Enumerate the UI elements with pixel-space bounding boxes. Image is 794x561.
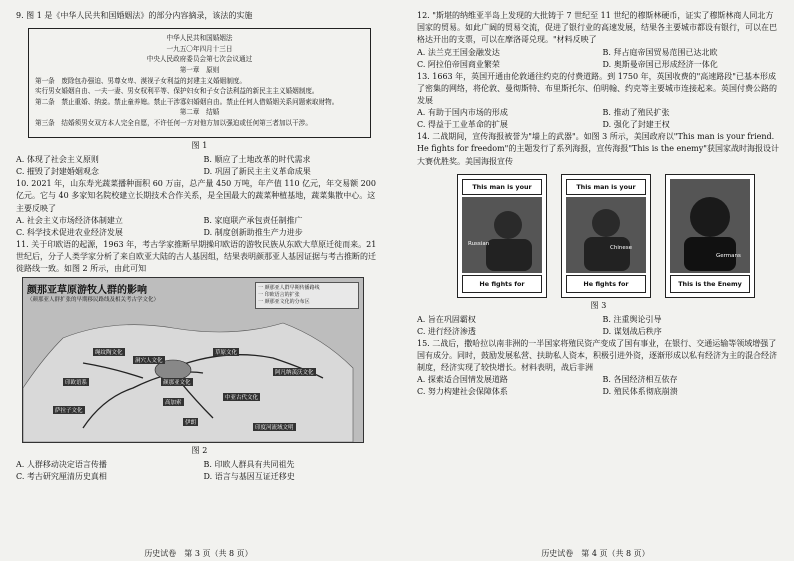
- map-label: 洞穴人文化: [135, 358, 163, 365]
- law-chapter-1: 第一章 原则: [179, 65, 220, 74]
- migration-map: [22, 277, 364, 443]
- question-14: 14. 二战期间，宣传海报被誉为"墙上的武器"。如图 3 所示，美国政府以"This man is your friend. He fights for freedom"的主题发行了系列海报，宣传海报"This is the enemy"获国家战时海报设计大赛优胜奖。美国海报宣传: [417, 132, 779, 166]
- poster-tag: Chinese: [610, 244, 632, 251]
- poster-top-text: This man is your: [566, 179, 646, 195]
- q9-options: [16, 154, 383, 178]
- q9-option-a[interactable]: A. 体现了社会主义原则: [16, 155, 99, 165]
- question-13: 13. 1663 年，英国开通由伦敦通往约克的付费道路。到 1750 年，英国收费的"高速路段"已基本形成了密集的网络，将伦敦、曼彻斯特、布里斯托尔、伯明翰、约克等主要城市连接起来。英国付费公路的发展: [417, 71, 777, 106]
- q13-option-c[interactable]: C. 得益于工业革命的扩展: [417, 120, 508, 130]
- q12-option-c[interactable]: C. 阿拉伯帝国商业繁荣: [417, 59, 500, 69]
- map-legend: [255, 282, 359, 309]
- q9-option-c[interactable]: C. 摧毁了封建婚姻观念: [16, 167, 99, 177]
- map-label: 高加索: [165, 400, 182, 407]
- law-article-1b: 实行男女婚姻自由、一夫一妻、男女权利平等、保护妇女和子女合法利益的新民主主义婚姻制度。: [35, 87, 319, 96]
- poster-tag: Russian: [468, 240, 490, 247]
- map-label: 颜那亚文化: [163, 380, 191, 387]
- map-subtitle: （颜那亚人群扩张的早期移民路线及相关考古学文化）: [27, 297, 160, 304]
- q11-option-c[interactable]: C. 考古研究厘清历史真相: [16, 472, 107, 482]
- law-date: 一九五〇年四月十三日: [166, 44, 233, 53]
- legend-item-2: 一 印欧语言的扩张: [258, 292, 300, 299]
- page-footer: 历史试卷 第 3 页（共 8 页）: [144, 549, 253, 558]
- page-4: [397, 0, 794, 561]
- poster-bottom-text: He fights for: [566, 275, 646, 293]
- q9-option-d[interactable]: D. 巩固了新民主主义革命成果: [203, 167, 311, 177]
- map-label: 印欧语系: [65, 380, 88, 387]
- map-label: 中亚古代文化: [225, 395, 259, 402]
- q12-options: [417, 47, 780, 71]
- map-title: 颜那亚草原游牧人群的影响: [27, 285, 147, 297]
- question-9: 9. 图 1 是《中华人民共和国婚姻法》的部分内容摘录，该法的实施: [16, 11, 253, 20]
- poster-top-text: This man is your: [462, 179, 542, 195]
- figure-3-caption: 图 3: [590, 300, 607, 310]
- poster-bottom-text: He fights for: [462, 275, 542, 293]
- q15-option-b[interactable]: B. 各国经济相互依存: [602, 375, 678, 385]
- q14-options: [417, 314, 780, 338]
- law-title: 中华人民共和国婚姻法: [166, 34, 233, 43]
- legend-item-1: 一 颜那亚人群早期传播路线: [258, 285, 320, 292]
- q10-options: [16, 215, 383, 239]
- q14-option-c[interactable]: C. 进行经济渗透: [417, 326, 476, 336]
- q13-option-d[interactable]: D. 强化了封建王权: [602, 120, 670, 130]
- q15-options: [417, 374, 780, 398]
- law-excerpt-box: [28, 28, 371, 138]
- law-article-3: 第三条 结婚须男女双方本人完全自愿，不许任何一方对他方加以强迫或任何第三者加以干涉。: [35, 118, 312, 127]
- map-label: 萨拉子文化: [55, 408, 83, 415]
- q10-option-b[interactable]: B. 家庭联产承包责任制推广: [203, 215, 303, 225]
- law-passed: 中央人民政府委员会第七次会议通过: [146, 55, 253, 64]
- q12-option-b[interactable]: B. 拜占庭帝国贸易范围已达北欧: [602, 47, 718, 57]
- poster-image: [566, 197, 646, 273]
- poster-image: [670, 179, 750, 273]
- law-chapter-2: 第二章 结婚: [179, 108, 220, 117]
- q9-option-b[interactable]: B. 顺应了土地改革的时代需求: [203, 155, 311, 165]
- q14-option-d[interactable]: D. 谋划战后秩序: [602, 326, 662, 336]
- poster-image: [462, 197, 542, 273]
- map-label: 绳纹陶文化: [95, 350, 123, 357]
- q11-options: [16, 459, 383, 483]
- q15-option-c[interactable]: C. 努力构建社会保障体系: [417, 387, 508, 397]
- q11-option-b[interactable]: B. 印欧人群具有共同祖先: [203, 460, 295, 470]
- poster-bottom-text: This is the Enemy: [670, 275, 750, 293]
- soldier-silhouette: [462, 197, 540, 271]
- poster-enemy: [665, 174, 755, 298]
- q11-option-a[interactable]: A. 人群移动决定语言传播: [16, 460, 107, 470]
- q12-option-a[interactable]: A. 法兰克王国金融发达: [417, 47, 500, 57]
- q14-option-b[interactable]: B. 注重舆论引导: [602, 314, 662, 324]
- law-article-1: 第一条 废除包办强迫、男尊女卑、漠视子女利益的封建主义婚姻制度。: [35, 76, 246, 85]
- question-10: 10. 2021 年，山东寿光蔬菜播种面积 60 万亩，总产量 450 万吨，年产值 110 亿元，年交易额 200 亿元。它与 40 多家知名院校建立长期技术合作关系，是全国最大的蔬菜种植基地，蔬菜集散中心。这主要反映了: [16, 179, 376, 213]
- map-label: 草原文化: [215, 350, 238, 357]
- q15-option-a[interactable]: A. 探索适合国情发展道路: [417, 375, 508, 385]
- poster-tag: Germans: [716, 252, 741, 259]
- law-article-2: 第二条 禁止重婚、纳妾。禁止童养媳。禁止干涉寡妇婚姻自由。禁止任何人借婚姻关系问题索取财物。: [35, 97, 339, 106]
- poster-russian: [457, 174, 547, 298]
- q10-option-a[interactable]: A. 社会主义市场经济体制建立: [16, 215, 123, 225]
- figure-2-caption: 图 2: [191, 446, 208, 456]
- poster-chinese: [561, 174, 651, 298]
- q11-option-d[interactable]: D. 语言与基因互证迁移史: [203, 472, 295, 482]
- figure-1-caption: 图 1: [191, 141, 208, 151]
- q13-options: [417, 107, 780, 131]
- q14-option-a[interactable]: A. 旨在巩固霸权: [417, 314, 476, 324]
- q12-option-d[interactable]: D. 奥斯曼帝国已形成经济一体化: [602, 59, 718, 69]
- q10-option-d[interactable]: D. 制度创新助推生产力进步: [203, 227, 303, 237]
- q15-option-d[interactable]: D. 殖民体系彻底崩溃: [602, 387, 678, 397]
- question-15: 15. 二战后，撒哈拉以南非洲的一半国家将殖民资产变成了国有事业，在银行、交通运输等领域增强了国有成分。同时，鼓励发展私营、扶助私人资本，积极引进外资，逐渐形成以私有经济为主的混合经济制度，经济实现了较快增长。材料表明，战后非洲: [417, 338, 777, 373]
- q10-option-c[interactable]: C. 科学技术促进农业经济发展: [16, 227, 123, 237]
- map-label: 阿凡纳羡沃文化: [275, 370, 314, 377]
- map-label: 伊朗: [185, 420, 197, 427]
- legend-item-3: 一 颜那亚文化的分布区: [258, 299, 310, 306]
- soldier-silhouette: [566, 197, 644, 271]
- poster-row: [457, 174, 780, 298]
- question-12: 12. "斯堪的纳维亚半岛上发现的大批铸于 7 世纪至 11 世纪的穆斯林硬币，证实了穆斯林商人同北方国家的贸易。如此广阔的贸易交流，促进了银行业的高速发展，结果各主要城市都设有银行，可以在巴格达开出的支票，可以在摩洛哥兑现。"材料反映了: [417, 11, 777, 45]
- map-label: 印度河流域文明: [255, 425, 294, 432]
- page-footer: 历史试卷 第 4 页（共 8 页）: [541, 549, 650, 558]
- q13-option-a[interactable]: A. 有助于国内市场的形成: [417, 108, 508, 118]
- question-11: 11. 关于印欧语的起源，1963 年，考古学家推断早期操印欧语的游牧民族从东欧大草原迁徙而来。21 世纪后，分子人类学家分析了来自欧亚大陆的古人基因组，结果表明颜那亚人基因证据与考古推断的迁徙路线一致。如图 2 所示，由此可知: [16, 239, 377, 274]
- q13-option-b[interactable]: B. 推动了殖民扩张: [602, 108, 670, 118]
